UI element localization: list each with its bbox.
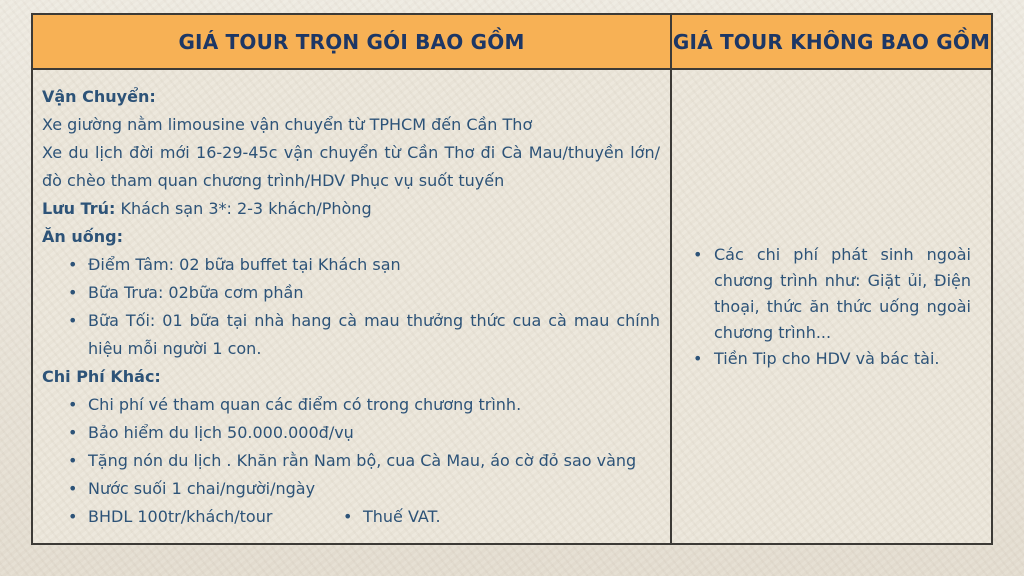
other-cost-item: • Tặng nón du lịch . Khăn rằn Nam bộ, cua Cà Mau, áo cờ đỏ sao vàng [42,447,660,475]
other-cost-item: • Bảo hiểm du lịch 50.000.000đ/vụ [42,419,660,447]
transport-paragraph-2: Xe du lịch đời mới 16-29-45c vận chuyển từ Cần Thơ đi Cà Mau/thuyền lớn/đò chèo tham quan chương trình/HDV Phục vụ suốt tuyến [42,143,660,190]
meals-item: • Bữa Tối: 01 bữa tại nhà hang cà mau thưởng thức cua cà mau chính hiệu mỗi người 1 con. [42,307,660,363]
other-cost-last-row [42,503,660,531]
section-heading-transport: Vận Chuyển: [42,87,156,106]
meals-item: • Điểm Tâm: 02 bữa buffet tại Khách sạn [42,251,660,279]
lodging-line [42,195,660,223]
other-cost-item: • Nước suối 1 chai/người/ngày [42,475,660,503]
lodging-text: Khách sạn 3*: 2-3 khách/Phòng [120,199,372,218]
header-cell-price-excluded: GIÁ TOUR KHÔNG BAO GỒM [672,15,991,70]
section-heading-other-costs: Chi Phí Khác: [42,367,161,386]
tour-price-table [31,13,993,545]
section-heading-meals: Ăn uống: [42,227,123,246]
lodging-label: Lưu Trú: [42,199,116,218]
excluded-item: • Các chi phí phát sinh ngoài chương trình như: Giặt ủi, Điện thoại, thức ăn thức uống ngoài chương trình... [692,242,971,346]
included-cell [33,70,672,543]
other-cost-item: • Thuế VAT. [343,503,441,531]
excluded-item: • Tiền Tip cho HDV và bác tài. [692,346,971,372]
other-cost-item: • BHDL 100tr/khách/tour [42,503,343,531]
transport-paragraph-1: Xe giường nằm limousine vận chuyển từ TPHCM đến Cần Thơ [42,115,533,134]
other-cost-item: • Chi phí vé tham quan các điểm có trong chương trình. [42,391,660,419]
meals-item: • Bữa Trưa: 02bữa cơm phần [42,279,660,307]
excluded-cell [672,70,991,543]
header-cell-price-included: GIÁ TOUR TRỌN GÓI BAO GỒM [33,15,672,70]
